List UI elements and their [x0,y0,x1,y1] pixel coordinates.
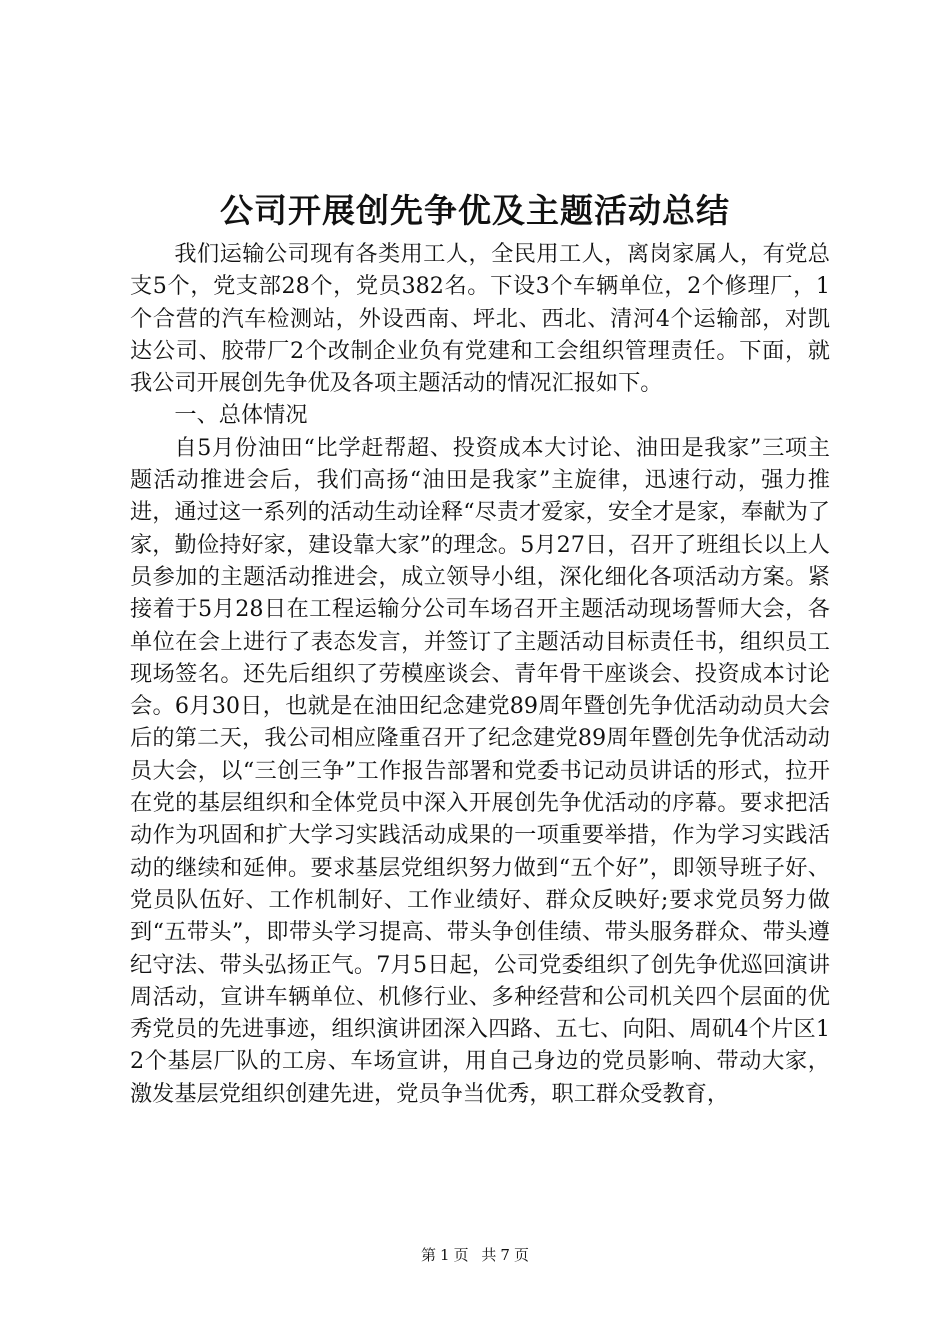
section-heading: 一、总体情况 [174,402,308,429]
page-suffix: 页 [453,1246,469,1264]
total-suffix: 页 [513,1246,529,1264]
document-title: 公司开展创先争优及主题活动总结 [220,191,730,230]
overview-paragraph: 自5月份油田“比学赶帮超、投资成本大讨论、油田是我家”三项主题活动推进会后，我们高扬“油田是我家”主旋律，迅速行动，强力推进，通过这一系列的活动生动诠释“尽责才爱家，安全才是家，奉献为了家，勤俭持好家，建设靠大家”的理念。5月27日，召开了班组长以上人员参加的主题活动推进会，成立领导小组，深化细化各项活动方案。紧接着于5月28日在工程运输分公司车场召开主题活动现场誓师大会，各单位在会上进行了表态发言，并签订了主题活动目标责任书，组织员工现场签名。还先后组织了劳模座谈会、青年骨干座谈会、投资成本讨论会。6月30日，也就是在油田纪念建党89周年暨创先争优活动动员大会后的第二天，我公司相应隆重召开了纪念建党89周年暨创先争优活动动员大会，以“三创三争”工作报告部署和党委书记动员讲话的形式，拉开在党的基层组织和全体党员中深入开展创先争优活动的序幕。要求把活动作为巩固和扩大学习实践活动成果的一项重要举措，作为学习实践活动的继续和延伸。要求基层党组织努力做到“五个好”，即领导班子好、党员队伍好、工作机制好、工作业绩好、群众反映好;要求党员努力做到“五带头”，即带头学习提高、带头争创佳绩、带头服务群众、带头遵纪守法、带头弘扬正气。7月5日起，公司党委组织了创先争优巡回演讲周活动，宣讲车辆单位、机修行业、多种经营和公司机关四个层面的优秀党员的先进事迹，组织演讲团深入四路、五七、向阳、周矶4个片区12个基层厂队的工房、车场宣讲，用自己身边的党员影响、带动大家，激发基层党组织创建先进，党员争当优秀，职工群众受教育， [130,434,830,1107]
page-footer [0,1245,950,1265]
total-pages: 7 [500,1246,510,1264]
total-prefix: 共 [481,1246,497,1264]
intro-paragraph: 我们运输公司现有各类用工人，全民用工人，离岗家属人，有党总支5个，党支部28个，党员382名。下设3个车辆单位，2个修理厂，1个合营的汽车检测站，外设西南、坪北、西北、清河4个运输部，对凯达公司、胶带厂2个改制企业负有党建和工会组织管理责任。下面，就我公司开展创先争优及各项主题活动的情况汇报如下。 [130,241,830,397]
page-number: 1 [440,1246,450,1264]
total-pages-indicator [479,1246,531,1264]
page-prefix: 第 [421,1246,437,1264]
page-indicator [419,1246,471,1264]
document-body [130,238,830,1110]
